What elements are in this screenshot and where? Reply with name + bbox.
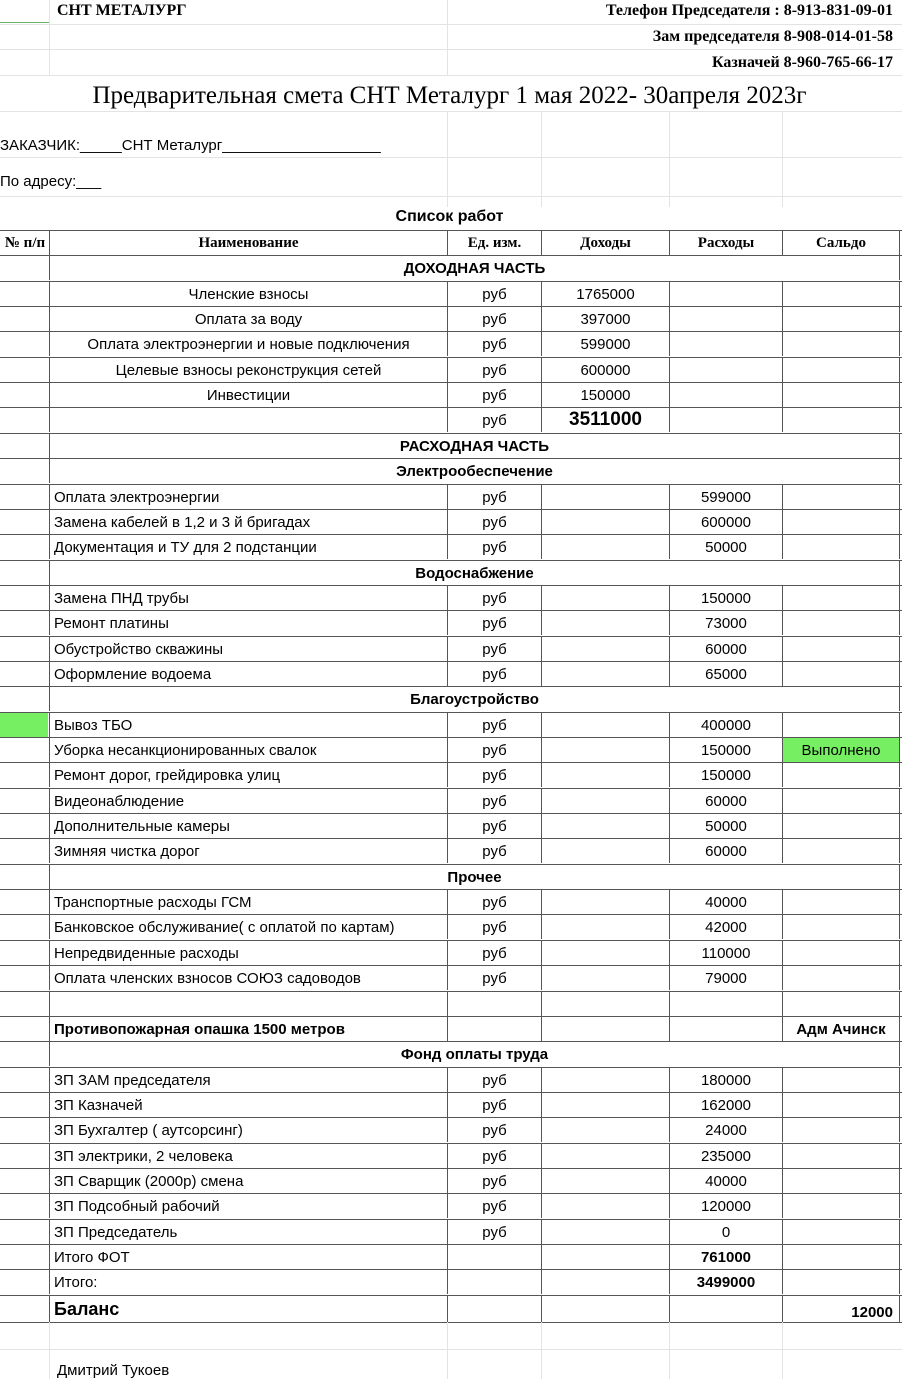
expense-row-value[interactable]: 120000 bbox=[700, 1197, 752, 1215]
expense-row-name[interactable]: Обустройство скважины bbox=[54, 640, 224, 658]
expense-row-name[interactable]: Видеонаблюдение bbox=[54, 792, 185, 810]
expense-row-unit[interactable]: руб bbox=[482, 792, 507, 810]
status-badge[interactable]: Выполнено bbox=[783, 738, 899, 762]
expense-row-unit[interactable]: руб bbox=[482, 589, 507, 607]
expense-row-value[interactable]: 42000 bbox=[705, 918, 747, 936]
expense-row-unit[interactable]: руб bbox=[482, 918, 507, 936]
expense-row-unit[interactable]: руб bbox=[482, 817, 507, 835]
expense-row-unit[interactable]: руб bbox=[482, 944, 507, 962]
group-other[interactable]: Прочее bbox=[447, 868, 502, 886]
income-row-name[interactable]: Оплата за воду bbox=[194, 310, 303, 328]
expense-row-unit[interactable]: руб bbox=[482, 766, 507, 784]
expense-row-name[interactable]: Документация и ТУ для 2 подстанции bbox=[54, 538, 317, 556]
expense-row-value[interactable]: 50000 bbox=[705, 817, 747, 835]
expense-row-value[interactable]: 110000 bbox=[701, 944, 751, 962]
expense-row-value[interactable]: 50000 bbox=[705, 538, 747, 556]
expense-row-name[interactable]: Банковское обслуживание( с оплатой по картам) bbox=[54, 918, 395, 936]
expense-row-value[interactable]: 73000 bbox=[705, 614, 747, 632]
document-title[interactable]: Предварительная смета СНТ Металург 1 мая 2022- 30апреля 2023г bbox=[92, 82, 807, 109]
expense-row-value[interactable]: 180000 bbox=[700, 1071, 752, 1089]
expense-row-value[interactable]: 162000 bbox=[700, 1096, 752, 1114]
expense-row-unit[interactable]: руб bbox=[482, 1121, 507, 1139]
expense-row-name[interactable]: Непредвиденные расходы bbox=[54, 944, 239, 962]
expense-row-value[interactable]: 65000 bbox=[705, 665, 747, 683]
balance-name[interactable]: Баланс bbox=[54, 1298, 120, 1319]
income-row-unit[interactable]: руб bbox=[482, 310, 507, 328]
expense-row-name[interactable]: ЗП Казначей bbox=[54, 1096, 143, 1114]
expense-row-name[interactable]: Оформление водоема bbox=[54, 665, 212, 683]
expense-row-unit[interactable]: руб bbox=[482, 1147, 507, 1165]
expense-row-name[interactable]: ЗП электрики, 2 человека bbox=[54, 1147, 233, 1165]
grand-total-value[interactable]: 3499000 bbox=[696, 1273, 756, 1291]
expense-row-unit[interactable]: руб bbox=[482, 513, 507, 531]
expense-row-unit[interactable]: руб bbox=[482, 640, 507, 658]
expense-row-name[interactable]: Замена кабелей в 1,2 и 3 й бригадах bbox=[54, 513, 311, 531]
expense-row-value[interactable]: 24000 bbox=[705, 1121, 747, 1139]
income-section[interactable]: ДОХОДНАЯ ЧАСТЬ bbox=[403, 259, 546, 277]
header-income[interactable]: Доходы bbox=[580, 234, 631, 251]
expense-row-unit[interactable]: руб bbox=[482, 614, 507, 632]
expense-row-unit[interactable]: руб bbox=[482, 716, 507, 734]
expense-row-value[interactable]: 150000 bbox=[700, 589, 752, 607]
group-payroll[interactable]: Фонд оплаты труда bbox=[400, 1045, 549, 1063]
income-row-value[interactable]: 1765000 bbox=[576, 285, 635, 303]
expense-row-name[interactable]: Вывоз ТБО bbox=[54, 716, 133, 734]
highlight-cell bbox=[0, 713, 48, 737]
expense-row-unit[interactable]: руб bbox=[482, 969, 507, 987]
expense-row-value[interactable]: 599000 bbox=[700, 488, 752, 506]
payroll-total-value[interactable]: 761000 bbox=[700, 1248, 752, 1266]
income-row-value[interactable]: 600000 bbox=[580, 361, 631, 379]
expense-row-value[interactable]: 150000 bbox=[700, 741, 752, 759]
org-name[interactable]: СНТ МЕТАЛУРГ bbox=[57, 2, 187, 19]
expense-row-value[interactable]: 40000 bbox=[705, 1172, 747, 1190]
header-name[interactable]: Наименование bbox=[198, 234, 299, 251]
customer-line[interactable]: ЗАКАЗЧИК:_____СНТ Металург___________________ bbox=[0, 136, 381, 154]
expense-row-name[interactable]: ЗП Подсобный рабочий bbox=[54, 1197, 220, 1215]
expense-row-value[interactable]: 79000 bbox=[705, 969, 747, 987]
expense-section[interactable]: РАСХОДНАЯ ЧАСТЬ bbox=[399, 437, 550, 455]
header-num[interactable]: № п/п bbox=[4, 234, 46, 251]
header-unit[interactable]: Ед. изм. bbox=[467, 234, 522, 251]
firebreak-saldo[interactable]: Адм Ачинск bbox=[796, 1020, 886, 1038]
income-row-name[interactable]: Членские взносы bbox=[188, 285, 309, 303]
expense-row-unit[interactable]: руб bbox=[482, 741, 507, 759]
expense-row-unit[interactable]: руб bbox=[482, 1197, 507, 1215]
expense-row-name[interactable]: Оплата электроэнергии bbox=[54, 488, 220, 506]
expense-row-value[interactable]: 60000 bbox=[705, 842, 747, 860]
signature[interactable]: Дмитрий Тукоев bbox=[57, 1362, 170, 1379]
expense-row-value[interactable]: 0 bbox=[721, 1223, 731, 1241]
firebreak-name[interactable]: Противопожарная опашка 1500 метров bbox=[54, 1020, 345, 1038]
expense-row-name[interactable]: ЗП Председатель bbox=[54, 1223, 178, 1241]
income-total-unit[interactable]: руб bbox=[482, 411, 507, 429]
chairman-phone[interactable]: Телефон Председателя : 8-913-831-09-01 bbox=[605, 2, 893, 19]
income-row-unit[interactable]: руб bbox=[482, 335, 507, 353]
expense-row-value[interactable]: 40000 bbox=[705, 893, 747, 911]
payroll-total-name[interactable]: Итого ФОТ bbox=[54, 1248, 130, 1266]
expense-row-value[interactable]: 400000 bbox=[700, 716, 752, 734]
expense-row-name[interactable]: ЗП ЗАМ председателя bbox=[54, 1071, 211, 1089]
income-row-name[interactable]: Оплата электроэнергии и новые подключения bbox=[87, 335, 410, 353]
income-row-unit[interactable]: руб bbox=[482, 386, 507, 404]
list-title[interactable]: Список работ bbox=[395, 208, 504, 225]
expense-row-name[interactable]: Ремонт дорог, грейдировка улиц bbox=[54, 766, 281, 784]
expense-row-name[interactable]: Зимняя чистка дорог bbox=[54, 842, 200, 860]
expense-row-unit[interactable]: руб bbox=[482, 1096, 507, 1114]
expense-row-unit[interactable]: руб bbox=[482, 1223, 507, 1241]
group-power[interactable]: Электрообеспечение bbox=[396, 462, 553, 480]
expense-row-unit[interactable]: руб bbox=[482, 488, 507, 506]
expense-row-unit[interactable]: руб bbox=[482, 893, 507, 911]
deputy-phone[interactable]: Зам председателя 8-908-014-01-58 bbox=[652, 28, 893, 45]
treasurer-phone[interactable]: Казначей 8-960-765-66-17 bbox=[711, 54, 893, 71]
address-line[interactable]: По адресу:___ bbox=[0, 172, 102, 190]
income-row-name[interactable]: Инвестиции bbox=[206, 386, 291, 404]
expense-row-value[interactable]: 150000 bbox=[700, 766, 752, 784]
income-row-unit[interactable]: руб bbox=[482, 285, 507, 303]
expense-row-value[interactable]: 235000 bbox=[700, 1147, 752, 1165]
grand-total-name[interactable]: Итого: bbox=[54, 1273, 98, 1291]
expense-row-unit[interactable]: руб bbox=[482, 842, 507, 860]
expense-row-value[interactable]: 60000 bbox=[705, 640, 747, 658]
expense-row-name[interactable]: Уборка несанкционированных свалок bbox=[54, 741, 317, 759]
expense-row-value[interactable]: 600000 bbox=[700, 513, 752, 531]
income-total-value[interactable]: 3511000 bbox=[569, 409, 642, 430]
expense-row-unit[interactable]: руб bbox=[482, 1172, 507, 1190]
income-row-value[interactable]: 150000 bbox=[580, 386, 631, 404]
expense-row-name[interactable]: ЗП Сварщик (2000р) смена bbox=[54, 1172, 244, 1190]
expense-row-name[interactable]: Ремонт платины bbox=[54, 614, 169, 632]
expense-row-name[interactable]: Замена ПНД трубы bbox=[54, 589, 189, 607]
expense-row-unit[interactable]: руб bbox=[482, 665, 507, 683]
header-expense[interactable]: Расходы bbox=[697, 234, 755, 251]
group-water[interactable]: Водоснабжение bbox=[415, 564, 534, 582]
expense-row-name[interactable]: ЗП Бухгалтер ( аутсорсинг) bbox=[54, 1121, 243, 1139]
expense-row-name[interactable]: Транспортные расходы ГСМ bbox=[54, 893, 252, 911]
expense-row-unit[interactable]: руб bbox=[482, 1071, 507, 1089]
income-row-name[interactable]: Целевые взносы реконструкция сетей bbox=[115, 361, 382, 379]
expense-row-unit[interactable]: руб bbox=[482, 538, 507, 556]
expense-row-name[interactable]: Дополнительные камеры bbox=[54, 817, 230, 835]
balance-value[interactable]: 12000 bbox=[851, 1303, 893, 1321]
income-row-value[interactable]: 397000 bbox=[580, 310, 631, 328]
expense-row-value[interactable]: 60000 bbox=[705, 792, 747, 810]
header-saldo[interactable]: Сальдо bbox=[816, 234, 866, 251]
group-improvement[interactable]: Благоустройство bbox=[410, 690, 539, 708]
income-row-unit[interactable]: руб bbox=[482, 361, 507, 379]
expense-row-name[interactable]: Оплата членских взносов СОЮЗ садоводов bbox=[54, 969, 361, 987]
income-row-value[interactable]: 599000 bbox=[580, 335, 631, 353]
